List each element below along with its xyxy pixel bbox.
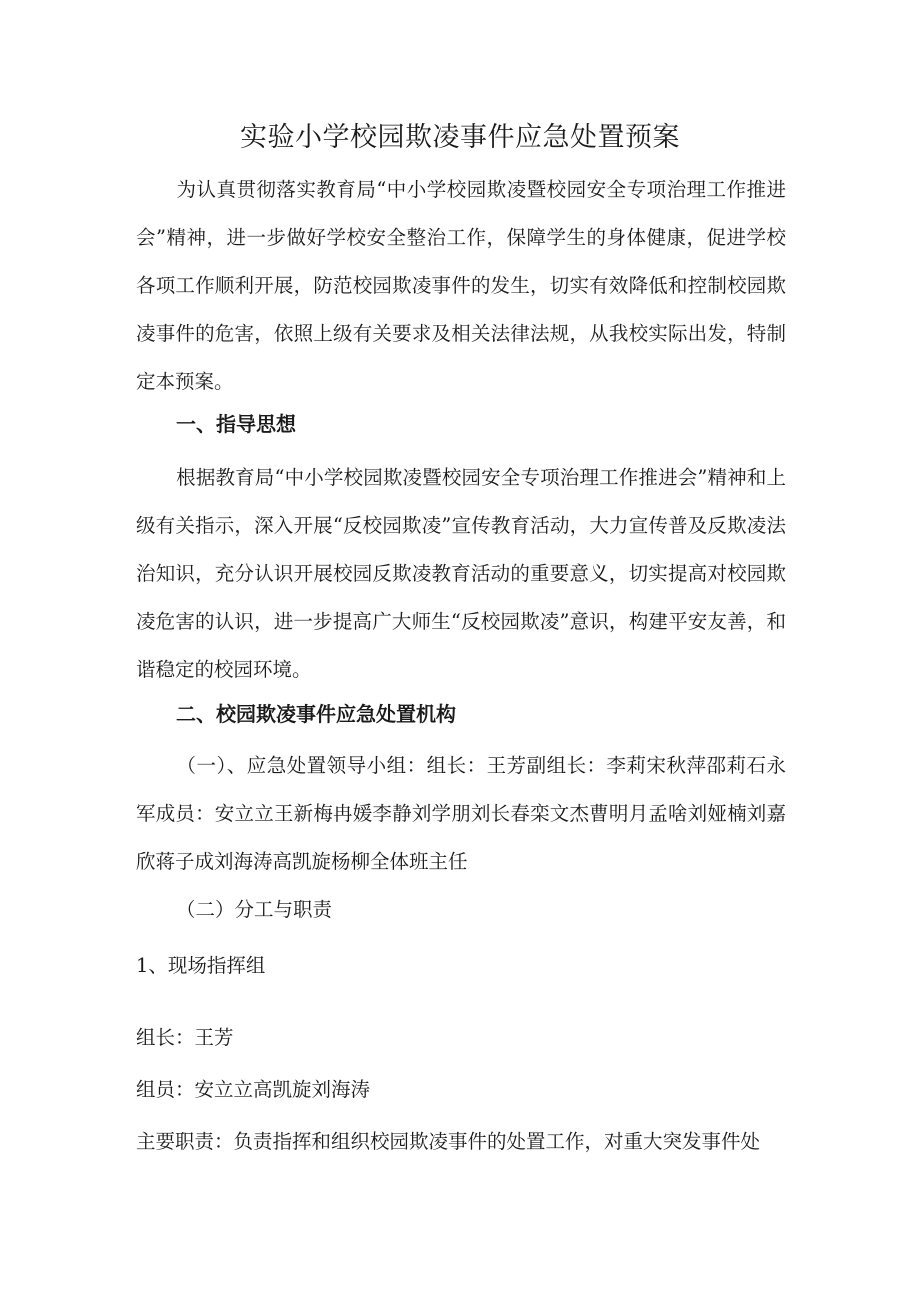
group1-title: 1、现场指挥组 [136, 954, 266, 977]
document-title: 实验小学校园欺凌事件应急处置预案 [240, 122, 680, 153]
section1-text: 根据教育局“中小学校园欺凌暨校园安全专项治理工作推进会”精神和上级有关指示，深入开展“反校园欺凌”宣传教育活动，大力宣传普及反欺凌法治知识，充分认识开展校园反欺凌教育活动的重要意义，切实提高对校园欺凌危害的认识，进一步提高广大师生“反校园欺凌”意识，构建平安友善，和谐稳定的校园环境。 [136, 466, 786, 681]
group1-duties: 主要职责：负责指挥和组织校园欺凌事件的处置工作，对重大突发事件处 [136, 1130, 761, 1153]
group1-leader: 组长：王芳 [136, 1026, 234, 1049]
intro-text: 为认真贯彻落实教育局“中小学校园欺凌暨校园安全专项治理工作推进会”精神，进一步做好学校安全整治工作，保障学生的身体健康，促进学校各项工作顺利开展，防范校园欺凌事件的发生，切实有效降低和控制校园欺凌事件的危害，依照上级有关要求及相关法律法规，从我校实际出发，特制定本预案。 [136, 178, 786, 393]
group1-members: 组员：安立立高凯旋刘海涛 [136, 1078, 371, 1101]
intro-paragraph [136, 166, 786, 406]
section1-heading: 一、指导思想 [176, 412, 296, 436]
section1-paragraph [136, 454, 786, 694]
leadership-paragraph [136, 742, 786, 886]
section2-heading: 二、校园欺凌事件应急处置机构 [176, 702, 456, 726]
leadership-text: （一）、应急处置领导小组：组长：王芳副组长：李莉宋秋萍邵莉石永军成员：安立立王新梅冉媛李静刘学朋刘长春栾文杰曹明月孟啥刘娅楠刘嘉欣蒋子成刘海涛高凯旋杨柳全体班主任 [136, 754, 786, 873]
division-heading: （二）分工与职责 [176, 898, 333, 921]
